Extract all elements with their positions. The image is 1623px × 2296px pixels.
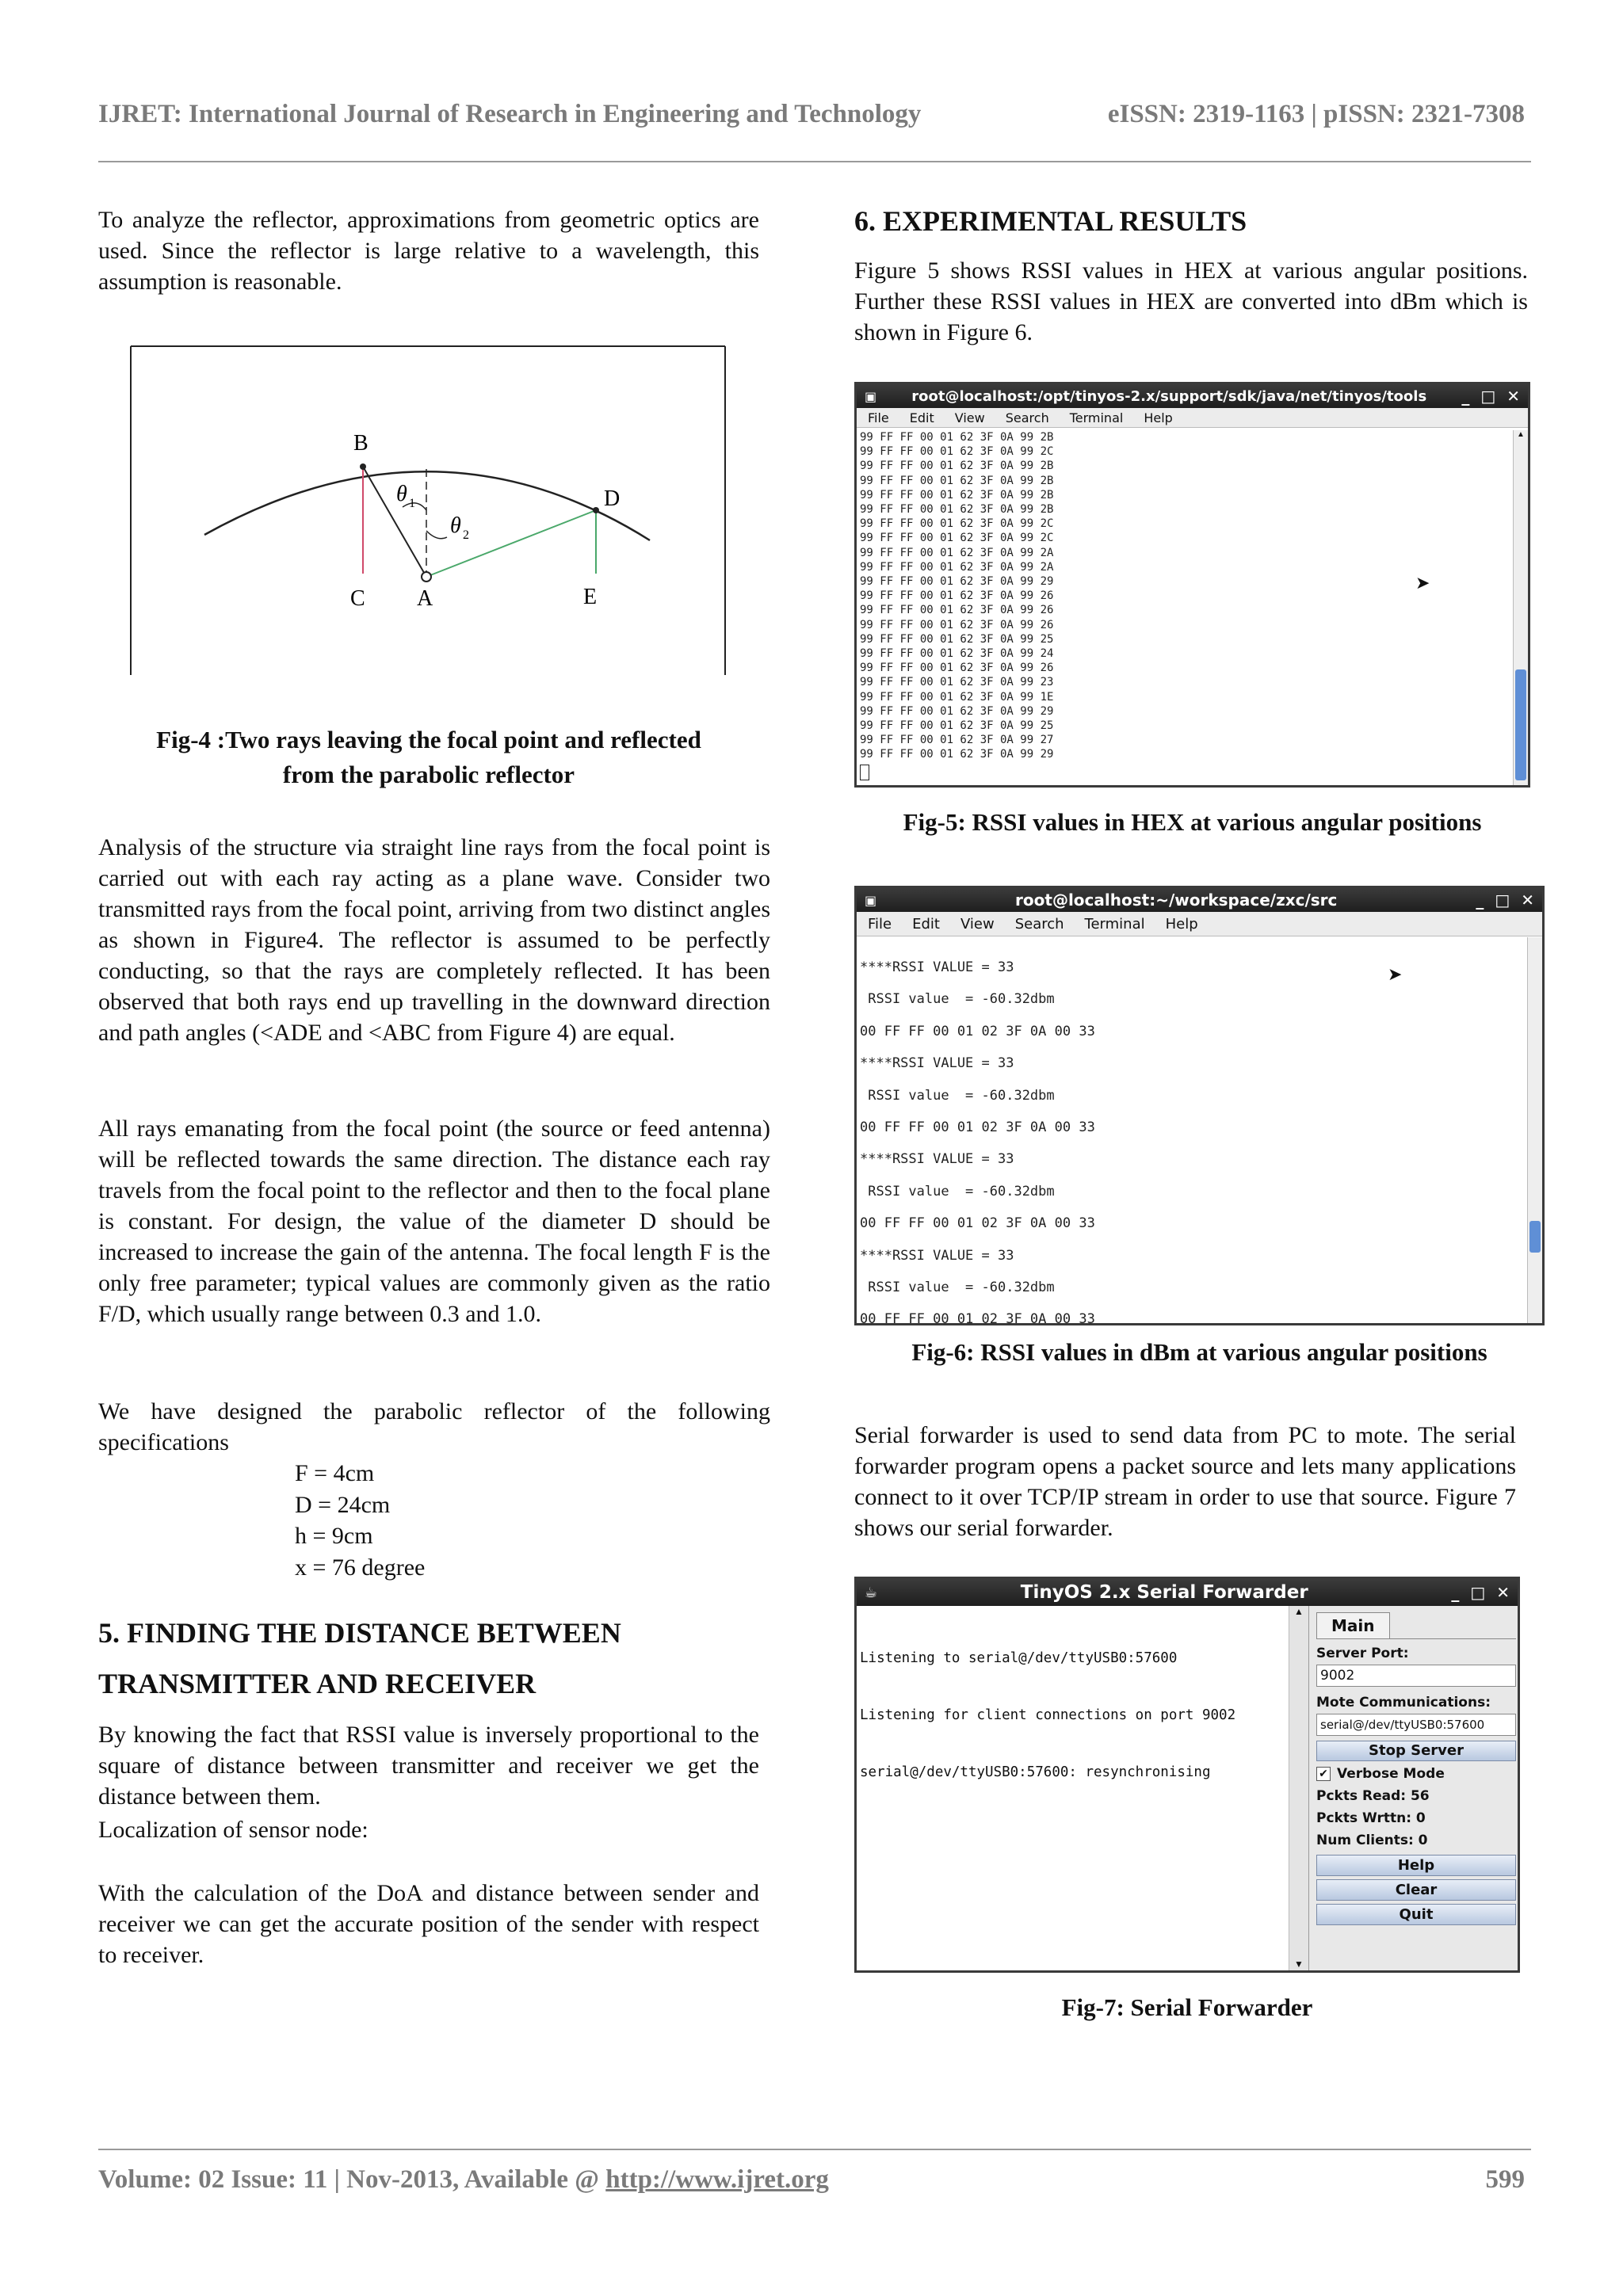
localization-line: Localization of sensor node:	[98, 1817, 369, 1843]
ray-ab	[363, 467, 426, 577]
minimize-icon[interactable]: _	[1476, 891, 1484, 910]
fig5-scrollbar[interactable]	[1513, 430, 1528, 785]
journal-name: IJRET: International Journal of Research in Engineering and Technology	[98, 100, 922, 128]
terminal-line: 99 FF FF 00 01 62 3F 0A 99 2A	[860, 560, 1054, 574]
mouse-pointer-icon: ➤	[1415, 573, 1430, 593]
spec-item: x = 76 degree	[295, 1554, 426, 1581]
fig7-log-panel	[857, 1606, 1309, 1970]
figure-4-reflector-diagram	[127, 342, 729, 683]
label-b: B	[353, 431, 369, 456]
spec-list	[295, 1458, 612, 1583]
clear-button[interactable]: Clear	[1316, 1879, 1516, 1901]
terminal-cursor	[860, 765, 869, 780]
terminal-line: 99 FF FF 00 01 62 3F 0A 99 1E	[860, 690, 1054, 704]
terminal-line: 99 FF FF 00 01 62 3F 0A 99 2B	[860, 474, 1054, 487]
maximize-icon[interactable]: □	[1480, 387, 1496, 406]
rays-paragraph: All rays emanating from the focal point (the source or feed antenna) will be reflected towards the same direction. The distance each ray travels from the focal point to the reflector and then to the focal plane is constant. For design, the value of the diameter D should be increased to increase the gain of the antenna. The focal length F is the only free parameter; typical values are commonly given as the ratio F/D, which usually range between 0.3 and 1.0.	[98, 1116, 770, 1327]
design-paragraph: We have designed the parabolic reflector of the following specifications	[98, 1398, 770, 1455]
header-rule	[98, 161, 1531, 162]
menu-file[interactable]: File	[868, 410, 889, 425]
terminal-line: RSSI value = -60.32dbm	[860, 1183, 1055, 1199]
fig5-terminal-window	[854, 382, 1530, 788]
packets-read-count: Pckts Read: 56	[1316, 1788, 1430, 1804]
fig7-scrollbar[interactable]	[1289, 1606, 1308, 1970]
terminal-line: 99 FF FF 00 01 62 3F 0A 99 27	[860, 734, 1054, 747]
volume-info: Volume: 02 Issue: 11 | Nov-2013, Available @	[98, 2165, 606, 2194]
fig4-caption	[98, 723, 759, 792]
section-5-heading	[98, 1616, 770, 1700]
terminal-line: 99 FF FF 00 01 62 3F 0A 99 29	[860, 748, 1054, 761]
terminal-line: 00 FF FF 00 01 02 3F 0A 00 33	[860, 1023, 1095, 1039]
fig5-terminal-output	[860, 430, 1053, 762]
terminal-line: RSSI value = -60.32dbm	[860, 1280, 1055, 1296]
terminal-line: ****RSSI VALUE = 33	[860, 1055, 1014, 1072]
fig5-title-bar	[857, 384, 1528, 408]
terminal-line: ****RSSI VALUE = 33	[860, 959, 1014, 975]
fig6-title-bar	[857, 888, 1542, 912]
close-icon[interactable]: ✕	[1496, 1583, 1510, 1602]
menu-terminal[interactable]: Terminal	[1069, 410, 1124, 425]
footer-rule	[98, 2149, 1531, 2150]
fig6-scrollbar[interactable]	[1527, 937, 1542, 1323]
menu-edit[interactable]: Edit	[909, 410, 934, 425]
section-5-heading-line2: TRANSMITTER AND RECEIVER	[98, 1668, 537, 1699]
terminal-line: 99 FF FF 00 01 62 3F 0A 99 2A	[860, 546, 1054, 559]
terminal-line: RSSI value = -60.32dbm	[860, 1087, 1055, 1104]
menu-help[interactable]: Help	[1165, 915, 1198, 933]
server-port-input[interactable]: 9002	[1316, 1665, 1516, 1687]
fig7-window-title: TinyOS 2.x Serial Forwarder	[1020, 1582, 1308, 1603]
fig6-terminal-window	[854, 886, 1545, 1325]
label-theta2-subscript: 2	[463, 528, 469, 542]
terminal-line: 00 FF FF 00 01 02 3F 0A 00 33	[860, 1311, 1095, 1325]
log-line: Listening to serial@/dev/ttyUSB0:57600	[860, 1650, 1178, 1666]
serial-forwarder-paragraph: Serial forwarder is used to send data from PC to mote. The serial forwarder program opens a packet source and lets many applications connect to it over TCP/IP stream in order to use that source. Figure 7 shows our serial forwarder.	[854, 1422, 1516, 1541]
terminal-line: 99 FF FF 00 01 62 3F 0A 99 26	[860, 662, 1054, 675]
fig6-terminal-output	[860, 952, 1095, 1325]
terminal-line: 99 FF FF 00 01 62 3F 0A 99 29	[860, 704, 1054, 718]
close-icon[interactable]: ✕	[1521, 891, 1534, 910]
label-e: E	[583, 585, 598, 609]
java-app-icon: ☕	[865, 1584, 878, 1601]
terminal-line: ****RSSI VALUE = 33	[860, 1247, 1014, 1264]
terminal-line: 99 FF FF 00 01 62 3F 0A 99 26	[860, 618, 1054, 631]
spec-item: F = 4cm	[295, 1460, 375, 1486]
terminal-line: 99 FF FF 00 01 62 3F 0A 99 2C	[860, 445, 1054, 459]
theta2-arc	[426, 531, 447, 539]
analysis-paragraph: Analysis of the structure via straight line rays from the focal point is carried out with each ray acting as a plane wave. Consider two transmitted rays from the focal point, arriving from two distinct angles as shown in Figure4. The reflector is assumed to be perfectly conducting, so that the rays are completely reflected. It has been observed that both rays end up travelling in the downward direction and path angles (<ADE and <ABC from Figure 4) are equal.	[98, 834, 770, 1046]
section-5-heading-line1: 5. FINDING THE DISTANCE BETWEEN	[98, 1617, 621, 1649]
fig7-log-output	[860, 1611, 1235, 1820]
menu-file[interactable]: File	[868, 915, 892, 933]
fig7-serial-forwarder-window	[854, 1577, 1520, 1973]
terminal-line: 99 FF FF 00 01 62 3F 0A 99 25	[860, 719, 1054, 733]
terminal-line: 99 FF FF 00 01 62 3F 0A 99 23	[860, 676, 1054, 689]
point-a	[422, 572, 431, 582]
menu-search[interactable]: Search	[1014, 915, 1064, 933]
label-c: C	[350, 586, 365, 611]
fig5-menu-bar	[857, 408, 1528, 428]
label-a: A	[417, 586, 433, 611]
log-line: Listening for client connections on port 9002	[860, 1707, 1236, 1723]
terminal-icon: ▣	[865, 388, 877, 404]
parabolic-reflector-curve	[204, 471, 650, 540]
menu-terminal[interactable]: Terminal	[1084, 915, 1145, 933]
label-theta2: θ	[450, 513, 461, 538]
spec-item: h = 9cm	[295, 1523, 373, 1549]
label-d: D	[604, 486, 621, 511]
menu-edit[interactable]: Edit	[912, 915, 940, 933]
terminal-line: 99 FF FF 00 01 62 3F 0A 99 2B	[860, 460, 1054, 473]
terminal-line: 99 FF FF 00 01 62 3F 0A 99 2C	[860, 532, 1054, 545]
journal-url-link[interactable]: http://www.ijret.org	[605, 2165, 829, 2194]
log-line: serial@/dev/ttyUSB0:57600: resynchronising	[860, 1764, 1211, 1780]
label-theta1: θ	[396, 482, 407, 506]
terminal-line: RSSI value = -60.32dbm	[860, 991, 1055, 1008]
terminal-line: ****RSSI VALUE = 33	[860, 1151, 1014, 1168]
page-header	[98, 100, 1525, 129]
menu-view[interactable]: View	[954, 410, 985, 425]
fig4-caption-line2: from the parabolic reflector	[282, 761, 575, 788]
page-footer	[98, 2165, 1525, 2195]
fig5-window-title: root@localhost:/opt/tinyos-2.x/support/sdk/java/net/tinyos/tools	[911, 387, 1427, 405]
intro-paragraph: To analyze the reflector, approximations from geometric optics are used. Since the reflector is large relative to a wavelength, this assumption is reasonable.	[98, 207, 759, 295]
fig6-caption: Fig-6: RSSI values in dBm at various angular positions	[911, 1338, 1487, 1366]
mote-communications-input[interactable]: serial@/dev/ttyUSB0:57600	[1316, 1714, 1516, 1736]
fig5-scroll-thumb[interactable]	[1515, 669, 1526, 780]
fig5-caption: Fig-5: RSSI values in HEX at various angular positions	[903, 808, 1482, 836]
terminal-line: 99 FF FF 00 01 62 3F 0A 99 29	[860, 575, 1054, 589]
terminal-line: 99 FF FF 00 01 62 3F 0A 99 26	[860, 604, 1054, 617]
quit-button[interactable]: Quit	[1316, 1904, 1516, 1925]
stop-server-button[interactable]: Stop Server	[1316, 1741, 1516, 1761]
scroll-up-icon[interactable]: ▲	[1517, 430, 1525, 439]
menu-help[interactable]: Help	[1144, 410, 1173, 425]
terminal-line: 99 FF FF 00 01 62 3F 0A 99 2C	[860, 517, 1054, 531]
terminal-line: 99 FF FF 00 01 62 3F 0A 99 2B	[860, 488, 1054, 502]
help-button[interactable]: Help	[1316, 1855, 1516, 1876]
doa-paragraph: With the calculation of the DoA and distance between sender and receiver we can get the accurate position of the sender with respect to receiver.	[98, 1880, 759, 1968]
terminal-line: 00 FF FF 00 01 02 3F 0A 00 33	[860, 1215, 1095, 1232]
terminal-icon: ▣	[865, 892, 877, 908]
terminal-line: 99 FF FF 00 01 62 3F 0A 99 24	[860, 647, 1054, 661]
terminal-line: 00 FF FF 00 01 02 3F 0A 00 33	[860, 1119, 1095, 1136]
page-number: 599	[1485, 2165, 1525, 2194]
label-theta1-subscript: 1	[409, 497, 415, 510]
terminal-line: 99 FF FF 00 01 62 3F 0A 99 2B	[860, 503, 1054, 517]
menu-view[interactable]: View	[960, 915, 995, 933]
minimize-icon[interactable]: _	[1461, 387, 1470, 406]
terminal-line: 99 FF FF 00 01 62 3F 0A 99 2B	[860, 431, 1054, 444]
fig6-menu-bar	[857, 912, 1542, 936]
scroll-up-icon[interactable]: ▲	[1294, 1606, 1304, 1617]
issn: eISSN: 2319-1163 | pISSN: 2321-7308	[1107, 100, 1525, 128]
fig7-caption: Fig-7: Serial Forwarder	[1061, 1993, 1313, 2021]
mote-communications-label: Mote Communications:	[1316, 1695, 1491, 1711]
verbose-mode-checkbox[interactable]: ✔	[1316, 1767, 1331, 1781]
menu-search[interactable]: Search	[1005, 410, 1049, 425]
rssi-distance-paragraph: By knowing the fact that RSSI value is inversely proportional to the square of distance between transmitter and receiver we get the distance between them.	[98, 1722, 759, 1810]
maximize-icon[interactable]: □	[1470, 1583, 1486, 1602]
tab-main[interactable]: Main	[1316, 1612, 1390, 1638]
packets-written-count: Pckts Wrttn: 0	[1316, 1810, 1426, 1826]
point-b	[360, 463, 366, 470]
fig6-window-title: root@localhost:~/workspace/zxc/src	[1015, 891, 1338, 910]
server-port-label: Server Port:	[1316, 1646, 1409, 1661]
scroll-down-icon[interactable]: ▼	[1294, 1958, 1304, 1970]
mouse-pointer-icon: ➤	[1388, 964, 1403, 984]
verbose-mode-row[interactable]	[1316, 1766, 1516, 1782]
verbose-mode-label: Verbose Mode	[1337, 1766, 1445, 1782]
minimize-icon[interactable]: _	[1451, 1583, 1460, 1602]
point-d	[593, 507, 599, 513]
fig6-scroll-thumb[interactable]	[1529, 1221, 1541, 1253]
fig4-caption-line1: Fig-4 :Two rays leaving the focal point and reflected	[156, 726, 701, 753]
fig7-title-bar	[857, 1579, 1518, 1606]
experimental-paragraph: Figure 5 shows RSSI values in HEX at various angular positions. Further these RSSI values in HEX are converted into dBm which is shown in Figure 6.	[854, 257, 1528, 345]
section-6-heading: 6. EXPERIMENTAL RESULTS	[854, 205, 1247, 237]
close-icon[interactable]: ✕	[1507, 387, 1520, 406]
terminal-line: 99 FF FF 00 01 62 3F 0A 99 25	[860, 632, 1054, 646]
spec-item: D = 24cm	[295, 1491, 391, 1518]
fig7-control-panel	[1316, 1612, 1516, 1969]
maximize-icon[interactable]: □	[1495, 891, 1510, 910]
terminal-line: 99 FF FF 00 01 62 3F 0A 99 26	[860, 589, 1054, 603]
num-clients-count: Num Clients: 0	[1316, 1833, 1428, 1848]
